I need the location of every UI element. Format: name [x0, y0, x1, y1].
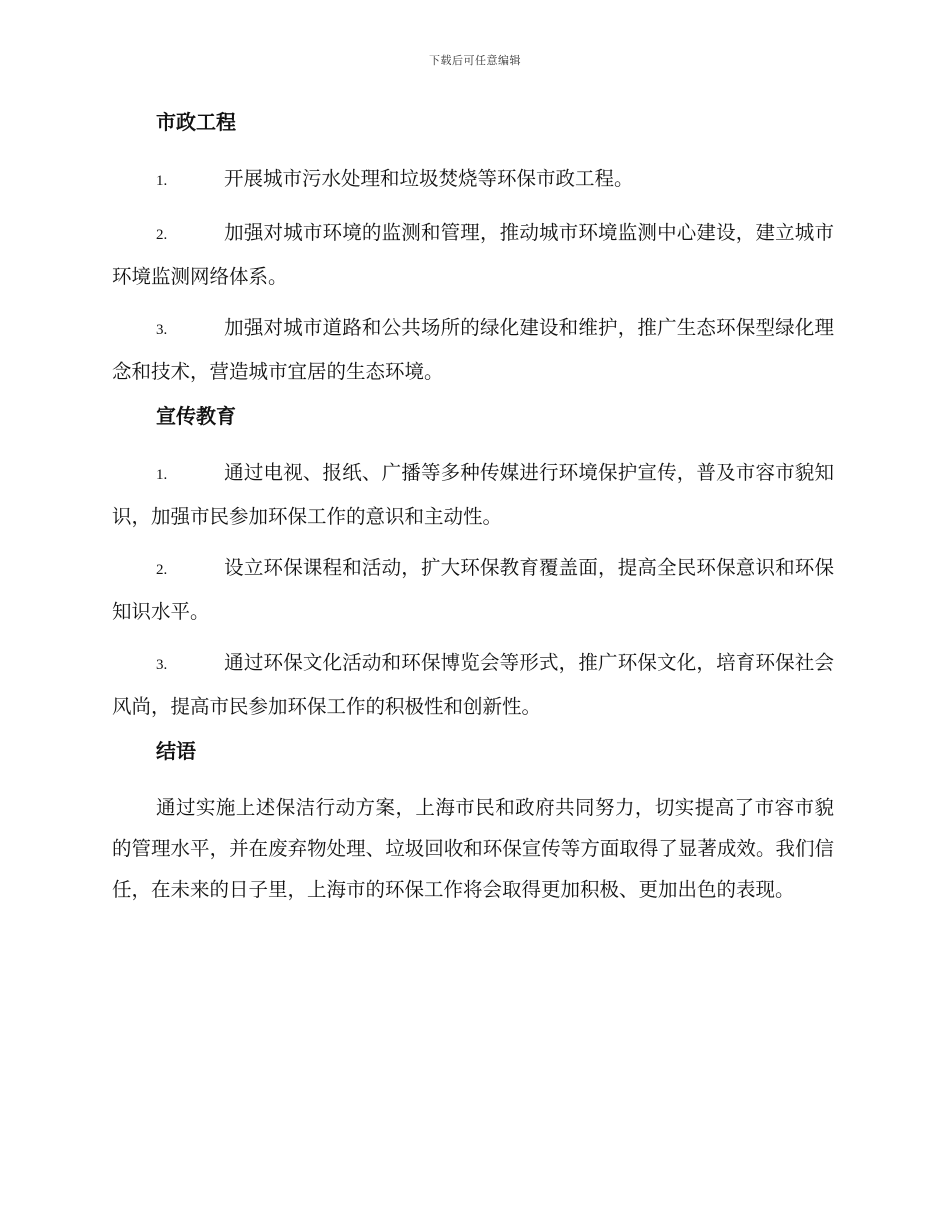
list-item-text: 加强对城市道路和公共场所的绿化建设和维护，推广生态环保型绿化理念和技术，营造城市宜居的生态环境。	[112, 316, 834, 383]
list-item-number: 1.	[156, 467, 168, 483]
list-item-number: 1.	[156, 173, 168, 189]
list-item	[112, 212, 834, 297]
list-item	[112, 642, 834, 727]
section-publicity-education	[112, 402, 834, 727]
list-item-number: 3.	[156, 657, 168, 673]
list-item-text: 设立环保课程和活动，扩大环保教育覆盖面，提高全民环保意识和环保知识水平。	[112, 556, 834, 623]
list-item	[112, 158, 834, 202]
list-item-text: 通过环保文化活动和环保博览会等形式，推广环保文化，培育环保社会风尚，提高市民参加环保工作的积极性和创新性。	[112, 651, 834, 718]
document-body	[112, 108, 834, 914]
section-municipal-engineering	[112, 108, 834, 392]
list-item-text: 开展城市污水处理和垃圾焚烧等环保市政工程。	[224, 167, 634, 190]
page-header: 下载后可任意编辑	[429, 54, 521, 67]
section-heading: 结语	[156, 739, 196, 763]
section-heading: 市政工程	[156, 110, 236, 134]
list-item-text: 加强对城市环境的监测和管理，推动城市环境监测中心建设，建立城市环境监测网络体系。	[112, 221, 834, 288]
list-item-number: 2.	[156, 562, 168, 578]
list-item	[112, 547, 834, 632]
list-item-text: 通过电视、报纸、广播等多种传媒进行环境保护宣传，普及市容市貌知识，加强市民参加环保工作的意识和主动性。	[112, 461, 834, 528]
section-heading: 宣传教育	[156, 404, 236, 428]
conclusion-paragraph: 通过实施上述保洁行动方案，上海市民和政府共同努力，切实提高了市容市貌的管理水平，并在废弃物处理、垃圾回收和环保宣传等方面取得了显著成效。我们信任，在未来的日子里，上海市的环保工作将会取得更加积极、更加出色的表现。	[112, 796, 834, 901]
section-conclusion	[112, 737, 834, 910]
list-item-number: 2.	[156, 227, 168, 243]
list-item-number: 3.	[156, 322, 168, 338]
list-item	[112, 307, 834, 392]
list-item	[112, 452, 834, 537]
